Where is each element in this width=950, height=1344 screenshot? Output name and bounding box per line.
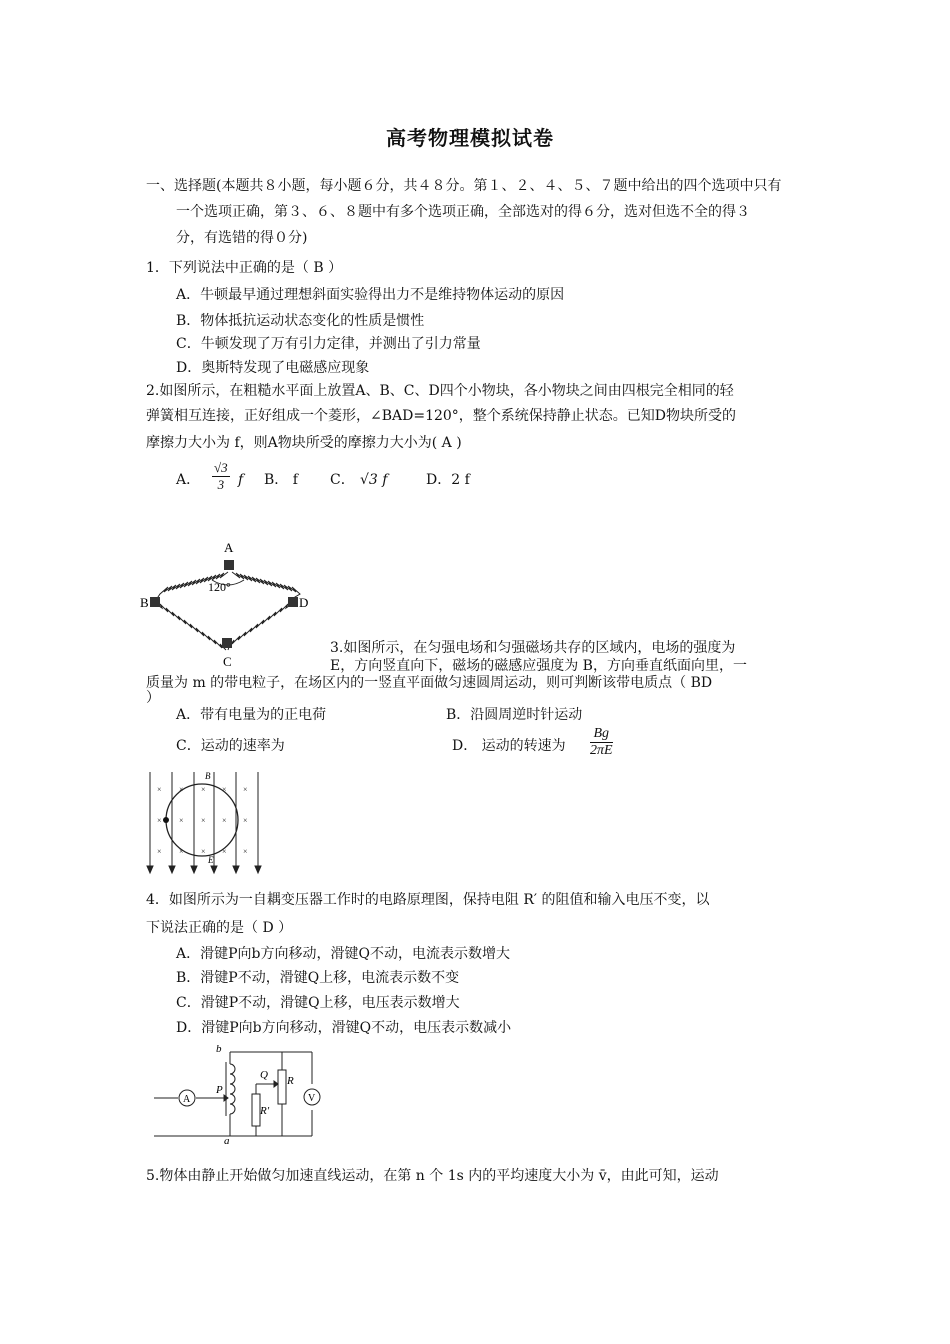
- question-4-option: D．滑键P向b方向移动，滑键Q不动，电压表示数减小: [176, 1020, 512, 1036]
- question-3-option-d-fraction: [590, 726, 613, 759]
- question-3-stem: 质量为 m 的带电粒子，在场区内的一竖直平面做匀速圆周运动，则可判断该带电质点（ BD: [146, 675, 713, 691]
- label-r-prime: R′: [260, 1105, 270, 1117]
- label-e-field: E: [208, 855, 214, 865]
- svg-text:×: ×: [222, 816, 227, 825]
- label-c: C: [223, 654, 232, 669]
- label-b-field: B: [205, 771, 211, 781]
- block-a: [224, 560, 234, 570]
- label-b-terminal: b: [216, 1043, 222, 1055]
- page-title: 高考物理模拟试卷: [386, 126, 554, 150]
- label-q: Q: [260, 1069, 268, 1081]
- svg-text:×: ×: [179, 816, 184, 825]
- svg-text:×: ×: [179, 847, 184, 856]
- svg-text:×: ×: [157, 816, 162, 825]
- question-1-option: C．牛顿发现了万有引力定律，并测出了引力常量: [176, 336, 481, 352]
- question-2-stem: 弹簧相互连接，正好组成一个菱形，∠BAD=120°，整个系统保持静止状态。已知D物块所受的: [146, 408, 737, 424]
- transformer-coil: [230, 1064, 235, 1114]
- svg-text:×: ×: [201, 816, 206, 825]
- question-1-option: A．牛顿最早通过理想斜面实验得出力不是维持物体运动的原因: [176, 287, 565, 303]
- question-3-option-b: B．沿圆周逆时针运动: [446, 707, 583, 723]
- svg-text:×: ×: [201, 785, 206, 794]
- spring-bc: [156, 604, 226, 650]
- resistor-r: [278, 1070, 286, 1104]
- label-angle: 120°: [208, 580, 231, 594]
- question-2-option-a-f: f: [238, 472, 244, 488]
- fraction-denominator: 3: [217, 477, 225, 492]
- spring-dc: [228, 604, 292, 650]
- question-3-stem: 3.如图所示，在匀强电场和匀强磁场共存的区域内，电场的强度为: [330, 640, 736, 656]
- label-a-terminal: a: [224, 1135, 230, 1145]
- question-3-option-d: D． 运动的转速为: [452, 738, 566, 754]
- question-2-option-a-fraction: [212, 460, 230, 493]
- resistor-r-prime: [252, 1094, 260, 1126]
- question-4-stem: 4．如图所示为一自耦变压器工作时的电路原理图，保持电阻 R′ 的阻值和输入电压不变，以: [146, 892, 710, 908]
- field-circle-figure: [142, 770, 272, 876]
- block-c: [222, 638, 232, 648]
- question-2-stem: 摩擦力大小为 f，则A物块所受的摩擦力大小为( A ): [146, 435, 462, 451]
- question-3-stem: E，方向竖直向下，磁场的磁感应强度为 B，方向垂直纸面向里，一: [330, 658, 747, 674]
- question-1-option: B．物体抵抗运动状态变化的性质是惯性: [176, 313, 425, 329]
- question-2-option-b: B． f: [264, 472, 298, 488]
- question-1-stem: 1．下列说法中正确的是（ B ）: [146, 260, 343, 276]
- question-2-option-d: D．2 f: [426, 472, 470, 488]
- question-3-option-a: A．带有电量为的正电荷: [176, 707, 327, 723]
- question-5-stem: 5.物体由静止开始做匀加速直线运动，在第 n 个 1s 内的平均速度大小为 v̄，由此可知，运动: [146, 1168, 719, 1184]
- spring-ad: [232, 572, 300, 600]
- question-3-stem: ）: [146, 690, 160, 706]
- svg-text:×: ×: [222, 847, 227, 856]
- question-4-option: B．滑键P不动，滑键Q上移，电流表示数不变: [176, 970, 460, 986]
- svg-text:×: ×: [201, 847, 206, 856]
- label-voltmeter: V: [308, 1093, 316, 1104]
- rhombus-spring-figure: [140, 534, 320, 674]
- question-4-option: A．滑键P向b方向移动，滑键Q不动，电流表示数增大: [176, 946, 510, 962]
- label-p: P: [216, 1084, 223, 1096]
- svg-text:×: ×: [157, 847, 162, 856]
- svg-text:×: ×: [222, 785, 227, 794]
- label-a: A: [224, 540, 234, 555]
- section-heading: 一个选项正确，第３、６、８题中有多个选项正确，全部选对的得６分，选对但选不全的得３: [176, 204, 750, 220]
- block-d: [288, 597, 298, 607]
- svg-text:×: ×: [157, 785, 162, 794]
- question-2-option-c-value: √3 f: [360, 472, 388, 488]
- label-b: B: [140, 595, 149, 610]
- svg-text:×: ×: [243, 785, 248, 794]
- section-heading: 一、选择题(本题共８小题，每小题６分，共４８分。第１、２、４、５、７题中给出的四个选项中只有: [146, 178, 782, 194]
- autotransformer-circuit: [146, 1040, 326, 1145]
- label-d: D: [299, 595, 309, 610]
- question-2-stem: 2.如图所示，在粗糙水平面上放置A、B、C、D四个小物块，各小物块之间由四根完全相同的轻: [146, 383, 734, 399]
- question-3-option-c: C．运动的速率为: [176, 738, 285, 754]
- question-2-option-a: A．: [176, 472, 201, 488]
- question-2-option-c: C．: [330, 472, 355, 488]
- question-4-option: C．滑键P不动，滑键Q上移，电压表示数增大: [176, 995, 460, 1011]
- svg-text:×: ×: [243, 816, 248, 825]
- fraction-numerator: √3: [214, 460, 228, 475]
- section-heading: 分，有选错的得０分): [176, 230, 308, 246]
- fraction-denominator: 2πE: [590, 743, 613, 758]
- label-ammeter: A: [183, 1094, 191, 1105]
- question-4-stem: 下说法正确的是（ D ）: [146, 920, 293, 936]
- svg-text:×: ×: [243, 847, 248, 856]
- label-r: R: [287, 1075, 294, 1087]
- fraction-numerator: Bg: [590, 726, 613, 743]
- block-b: [150, 597, 160, 607]
- charged-particle: [163, 817, 169, 823]
- question-1-option: D．奥斯特发现了电磁感应现象: [176, 360, 370, 376]
- svg-text:×: ×: [179, 785, 184, 794]
